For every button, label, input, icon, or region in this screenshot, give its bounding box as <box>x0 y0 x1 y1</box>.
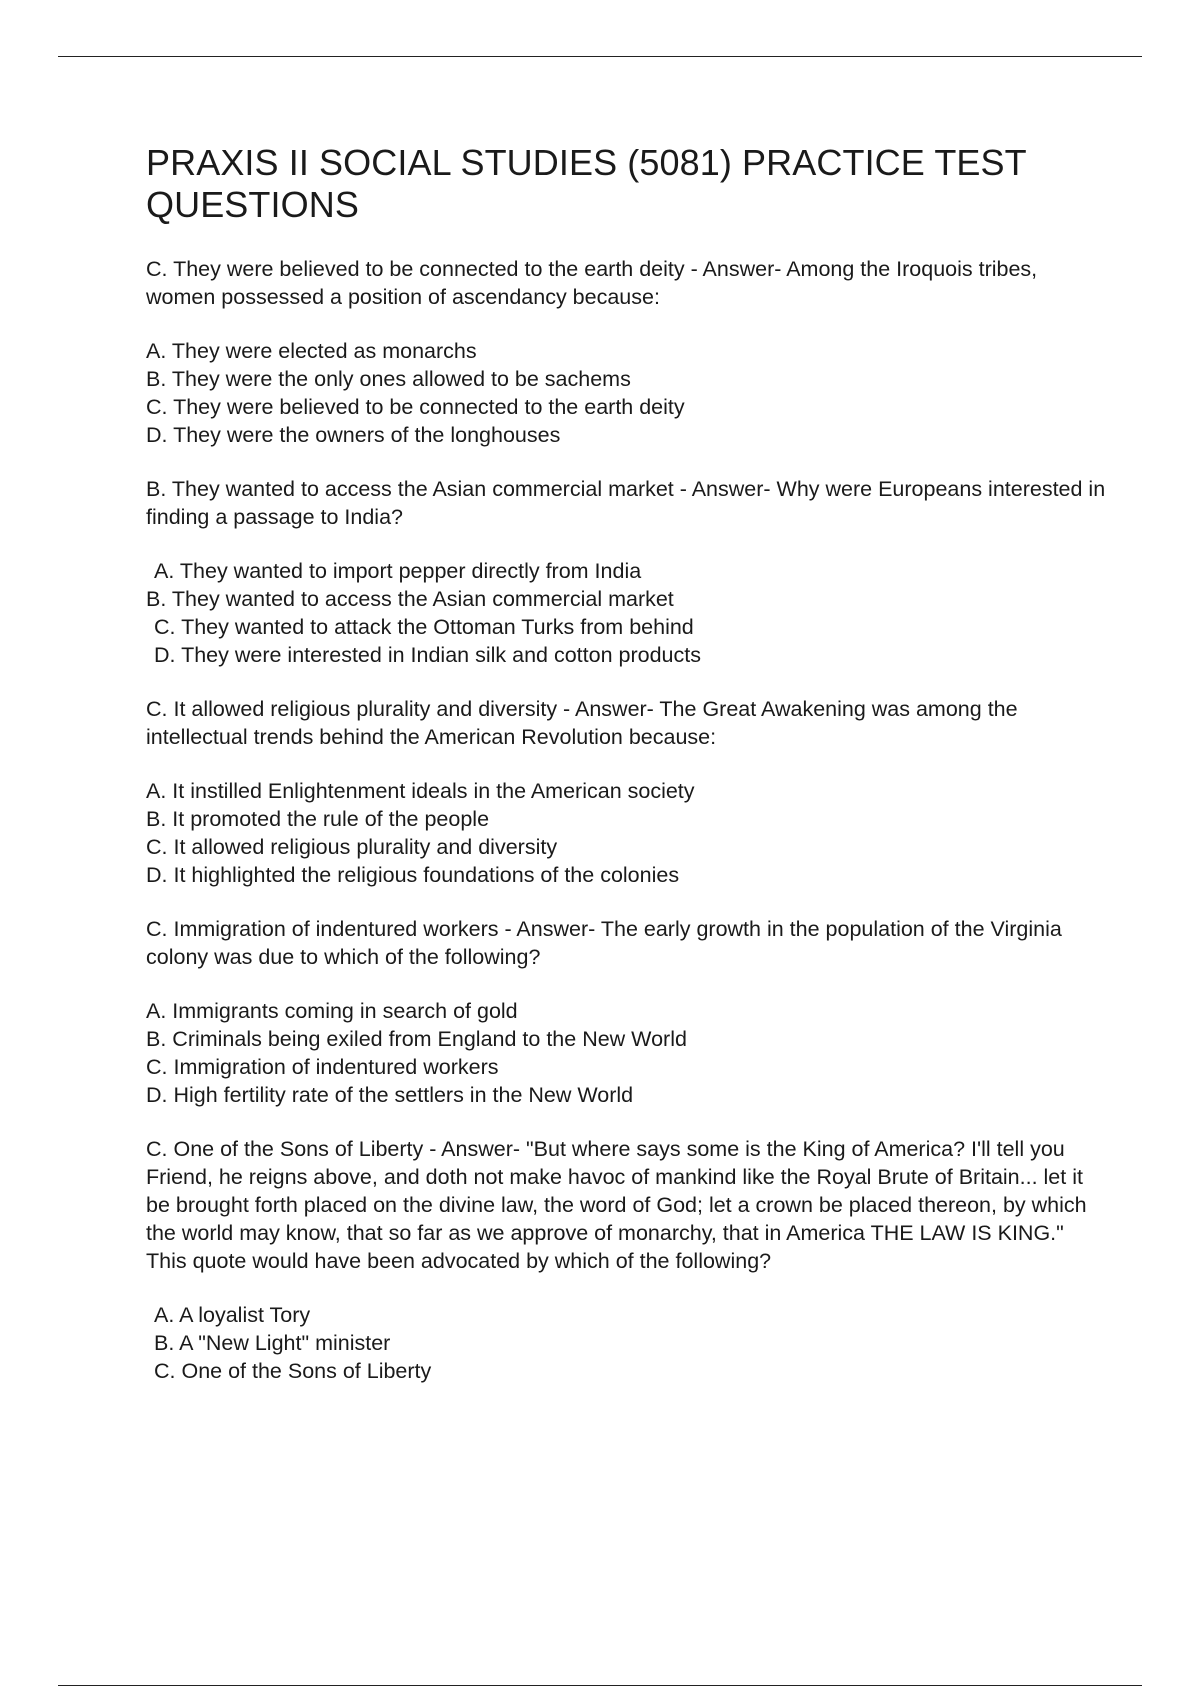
answer-option: C. Immigration of indentured workers <box>146 1055 499 1079</box>
question-prompt: C. It allowed religious plurality and diversity - Answer- The Great Awakening was among the intellectual trends behind the American Revolution because: <box>146 697 1018 749</box>
answer-option: A. It instilled Enlightenment ideals in the American society <box>146 779 695 803</box>
question-block <box>146 475 1106 669</box>
answer-option: A. Immigrants coming in search of gold <box>146 999 518 1023</box>
answer-option: A. They were elected as monarchs <box>146 339 477 363</box>
question-block <box>146 255 1106 449</box>
answer-option: B. They were the only ones allowed to be sachems <box>146 367 631 391</box>
document-body <box>146 142 1106 1411</box>
question-prompt: C. Immigration of indentured workers - Answer- The early growth in the population of the Virginia colony was due to which of the following? <box>146 917 1062 969</box>
question-prompt: B. They wanted to access the Asian commercial market - Answer- Why were Europeans interested in finding a passage to India? <box>146 477 1106 529</box>
answer-option: C. It allowed religious plurality and diversity <box>146 835 558 859</box>
answer-option: C. They wanted to attack the Ottoman Turks from behind <box>154 615 694 639</box>
top-rule <box>58 56 1142 57</box>
question-prompt: C. They were believed to be connected to the earth deity - Answer- Among the Iroquois tribes, women possessed a position of ascendancy because: <box>146 257 1038 309</box>
answer-option: D. They were the owners of the longhouses <box>146 423 561 447</box>
answer-option: A. A loyalist Tory <box>154 1303 311 1327</box>
answer-option: A. They wanted to import pepper directly from India <box>154 559 642 583</box>
answer-option: C. They were believed to be connected to the earth deity <box>146 395 685 419</box>
document-title: PRAXIS II SOCIAL STUDIES (5081) PRACTICE TEST QUESTIONS <box>146 142 1027 225</box>
answer-option: B. A "New Light" minister <box>154 1331 391 1355</box>
question-prompt: C. One of the Sons of Liberty - Answer- "But where says some is the King of America? I'll tell you Friend, he reigns above, and doth not make havoc of mankind like the Royal Brute of Britain... let it be brought forth placed on the divine law, the word of God; let a crown be placed thereon, by which the world may know, that so far as we approve of monarchy, that in America THE LAW IS KING." This quote would have been advocated by which of the following? <box>146 1137 1087 1273</box>
answer-option: D. It highlighted the religious foundations of the colonies <box>146 863 680 887</box>
answer-option: B. Criminals being exiled from England to the New World <box>146 1027 687 1051</box>
answer-option: C. One of the Sons of Liberty <box>154 1359 432 1383</box>
answer-option: B. It promoted the rule of the people <box>146 807 490 831</box>
answer-option: D. High fertility rate of the settlers in the New World <box>146 1083 634 1107</box>
bottom-rule <box>58 1685 1142 1686</box>
question-block <box>146 695 1106 889</box>
answer-option: D. They were interested in Indian silk and cotton products <box>154 643 701 667</box>
question-block <box>146 1135 1106 1385</box>
answer-option: B. They wanted to access the Asian commercial market <box>146 587 674 611</box>
question-block <box>146 915 1106 1109</box>
